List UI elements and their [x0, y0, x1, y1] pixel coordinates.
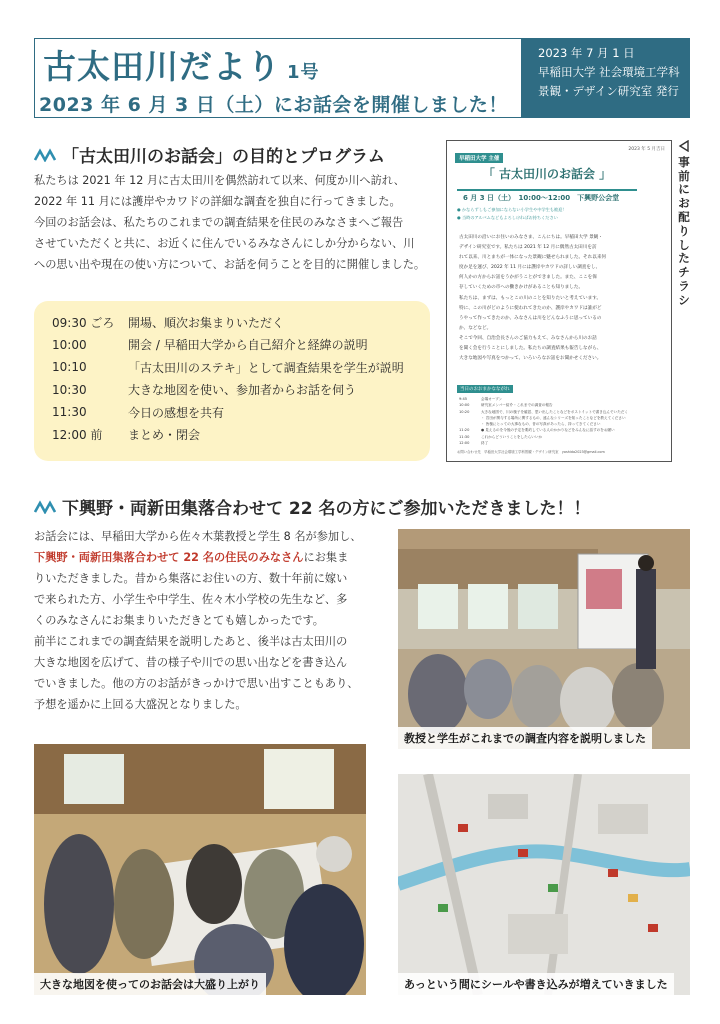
flyer-bullet: ● かならずしもご参加にならない小学生や中学生も歓迎！ [457, 207, 567, 212]
s1-line: させていただくと共に、お近くに住んでいるみなさんにしか分からない、川 [34, 237, 415, 250]
program-row [52, 379, 430, 402]
program-row [52, 334, 430, 357]
s2-line: りいただきました。昔から集落にお住いの方、数十年前に嫁い [34, 572, 348, 585]
left-arrow-icon [678, 140, 690, 152]
flyer-program-text: ・ 皆様にとっての大事なもの、昔の写真があったら、持ってきてください [481, 422, 601, 427]
flyer-program-text: 終了 [481, 441, 489, 446]
program-box [34, 301, 430, 461]
photo-discussion [34, 744, 366, 995]
flyer-line: 私たちは、まずは、もっとこの川のことを知りたいと考えています。 [459, 295, 602, 301]
flyer-line: うやって作ってきたのか、みなさんは川をどんなふうに思っているの [459, 315, 602, 321]
s2-text: にお集ま [303, 551, 349, 564]
s1-line: 私たちは 2021 年 12 月に古太田川を偶然訪れて以来、何度か川へ訪れ、 [34, 174, 405, 187]
program-time: 11:30 [52, 405, 87, 420]
flyer-program-time: 11:20 [459, 428, 470, 433]
flyer-line: を聞く会を行うことにしました。私たちの調査結果も報告しながら、 [459, 346, 602, 352]
flyer-line: か、などなど。 [459, 325, 492, 331]
publisher-line-2: 景観・デザイン研究室 発行 [538, 84, 679, 98]
flyer-line: れて以来、川とまちが一体になった景観に魅せられました。それ以来何 [459, 255, 607, 261]
flyer-line: デザイン研究室です。私たちは 2021 年 12 月に偶然古太田川を訪 [459, 245, 597, 251]
program-item: 今日の感想を共有 [128, 405, 225, 420]
flyer-program-text: 大きな地図で、川の様子を確認、思い出したことなどをポストイットで書き込んでいただく [481, 409, 629, 414]
program-time: 10:10 [52, 360, 87, 375]
discussion-photo-graphic [34, 744, 366, 995]
flyer-line: 特に、この川がどのように使われてきたのか、護岸やカワドは誰がど [459, 305, 602, 311]
flyer-program-time: 10:00 [459, 403, 470, 408]
program-row [52, 356, 430, 379]
flyer-image [446, 140, 672, 462]
s1-line: 2022 年 11 月には護岸やカワドの詳細な調査を独自に行ってきました。 [34, 195, 401, 208]
flyer-program-row [459, 440, 659, 446]
flyer-program-time: 11:30 [459, 434, 470, 439]
program-item: 「古太田川のステキ」として調査結果を学生が説明 [128, 360, 404, 375]
program-row [52, 424, 430, 447]
photo-map [398, 774, 690, 995]
program-time: 12:00 前 [52, 428, 103, 443]
program-item: まとめ・閉会 [128, 428, 201, 443]
presentation-photo-graphic [398, 529, 690, 749]
issue-number: 1号 [287, 62, 320, 83]
flyer-line: 度か足を運び、2022 年 11 月には護岸やカワドの詳しい調査をし、 [459, 265, 601, 271]
photo-caption: 教授と学生がこれまでの調査内容を説明しました [398, 727, 652, 749]
s2-line [34, 547, 384, 568]
program-row [52, 401, 430, 424]
section1-heading-text: 「古太田川のお話会」の目的とプログラム [62, 147, 385, 167]
program-row [52, 311, 430, 334]
section2-heading-text: 下興野・両新田集落合わせて 22 名の方にご参加いただきました！！ [62, 499, 591, 519]
s2-text: お話会には、早稲田大学から佐々木葉教授と学生 8 名が参加し、 [34, 530, 362, 543]
section1-heading [34, 142, 385, 167]
publisher-line-1: 早稲田大学 社会環境工学科 [538, 65, 680, 79]
program-item: 開場、順次お集まりいただく [128, 315, 285, 330]
s2-line: くのみなさんにお集まりいただきとても嬉しかったです。 [34, 614, 324, 627]
program-item: 大きな地図を使い、参加者からお話を伺う [128, 383, 357, 398]
flyer-program-text: 会場オープン [481, 397, 503, 401]
flyer-program-text: これからどういうことをしたらいいか [481, 434, 543, 439]
section2-text [34, 526, 384, 715]
flyer-footer: お問い合わせ先 早稲田大学社会環境工学科景観・デザイン研究室 yoshida2023@gmail.com [457, 450, 605, 454]
s2-line: 大きな地図を広げて、昔の様子や川での思い出などを書き込ん [34, 656, 348, 669]
s2-line [34, 526, 384, 547]
flyer-program [459, 396, 659, 446]
flyer-organizer: 早稲田大学 主催 [455, 153, 503, 163]
flyer-program-heading: 当日のおおまかなながれ [457, 385, 513, 393]
flyer-program-time: 9:45 [459, 397, 468, 401]
wave-icon [34, 148, 56, 162]
side-label-text: 事 前 に お 配 り し た チ ラ シ [678, 154, 690, 307]
flyer-line: 何人かの方からお話をうかがうことができました。また、ここを保 [459, 275, 597, 281]
flyer-side-label [676, 140, 692, 308]
flyer-program-text: ● 見えるのを今後の予定を要約している人のかかりなどをみんなに話すのをお願い [481, 428, 615, 433]
flyer-program-text: 研究室メンバー紹介・これまでの調査の報告 [481, 403, 553, 408]
publish-date: 2023 年 7 月 1 日 [538, 46, 635, 60]
flyer-when: 6 月 3 日（土） 10:00～12:00 下興野公会堂 [463, 194, 620, 202]
map-photo-graphic [398, 774, 690, 995]
s2-line: 予想を遥かに上回る大盛況となりました。 [34, 698, 247, 711]
program-time: 10:30 [52, 382, 87, 397]
flyer-title: 「 古太田川のお話会 」 [482, 167, 612, 181]
flyer-bullet: ● 当時のアルバムなどもよろしければお持ちください [457, 215, 558, 220]
flyer-body [459, 233, 661, 364]
program-item: 開会 / 早稲田大学から自己紹介と経緯の説明 [128, 338, 368, 353]
flyer-title-box [457, 163, 637, 191]
newsletter-subtitle: 2023 年 6 月 3 日（土）にお話会を開催しました！ [39, 94, 508, 116]
publisher-box [522, 38, 690, 118]
newsletter-title [43, 41, 320, 88]
flyer-line: 古太田川の沿いにお住いのみなさま、こんにちは。早稲田大学 景観・ [459, 235, 603, 240]
section1-text [34, 170, 434, 275]
newsletter-masthead [34, 38, 522, 118]
s1-line: への思い出や現在の使い方について、お話を伺うことを目的に開催しました。 [34, 258, 426, 271]
s2-line: 前半にこれまでの調査結果を説明したあと、後半は古太田川の [34, 635, 348, 648]
flyer-date: 2023 年 5 月吉日 [628, 147, 665, 152]
section2-heading [34, 494, 591, 519]
program-time: 09:30 ごろ [52, 315, 115, 330]
program-time: 10:00 [52, 337, 87, 352]
participants-highlight: 下興野・両新田集落合わせて 22 名の住民のみなさん [34, 551, 304, 564]
s1-line: 今回のお話会は、私たちのこれまでの調査結果を住民のみなさまへご報告 [34, 216, 404, 229]
flyer-line: 存していくための市への働きかけがあることも知りました。 [459, 285, 584, 291]
title-text: 古太田川だより [43, 47, 281, 86]
flyer-line: そこで今回、自治会長さんのご協力もえて、みなさんから川のお話 [459, 335, 597, 341]
photo-caption: 大きな地図を使ってのお話会は大盛り上がり [34, 973, 266, 995]
photo-caption: あっという間にシールや書き込みが増えていきました [398, 973, 674, 995]
flyer-line: 大きな地図や写真をつかって、いろいろなお話をお聞かせください。 [459, 356, 602, 362]
s2-line: で来られた方、小学生や中学生、佐々木小学校の先生など、多 [34, 593, 348, 606]
flyer-program-text: ・ 宮田が関与する場所に関するもの、盛んなシリーズを知ったことなどを教えてください [481, 415, 626, 420]
photo-presentation [398, 529, 690, 749]
wave-icon [34, 500, 56, 514]
flyer-program-time: 10:20 [459, 409, 470, 414]
flyer-program-time: 12:00 [459, 441, 470, 446]
s2-line: でいきました。他の方のお話がきっかけで思い出すこともあり、 [34, 677, 359, 690]
